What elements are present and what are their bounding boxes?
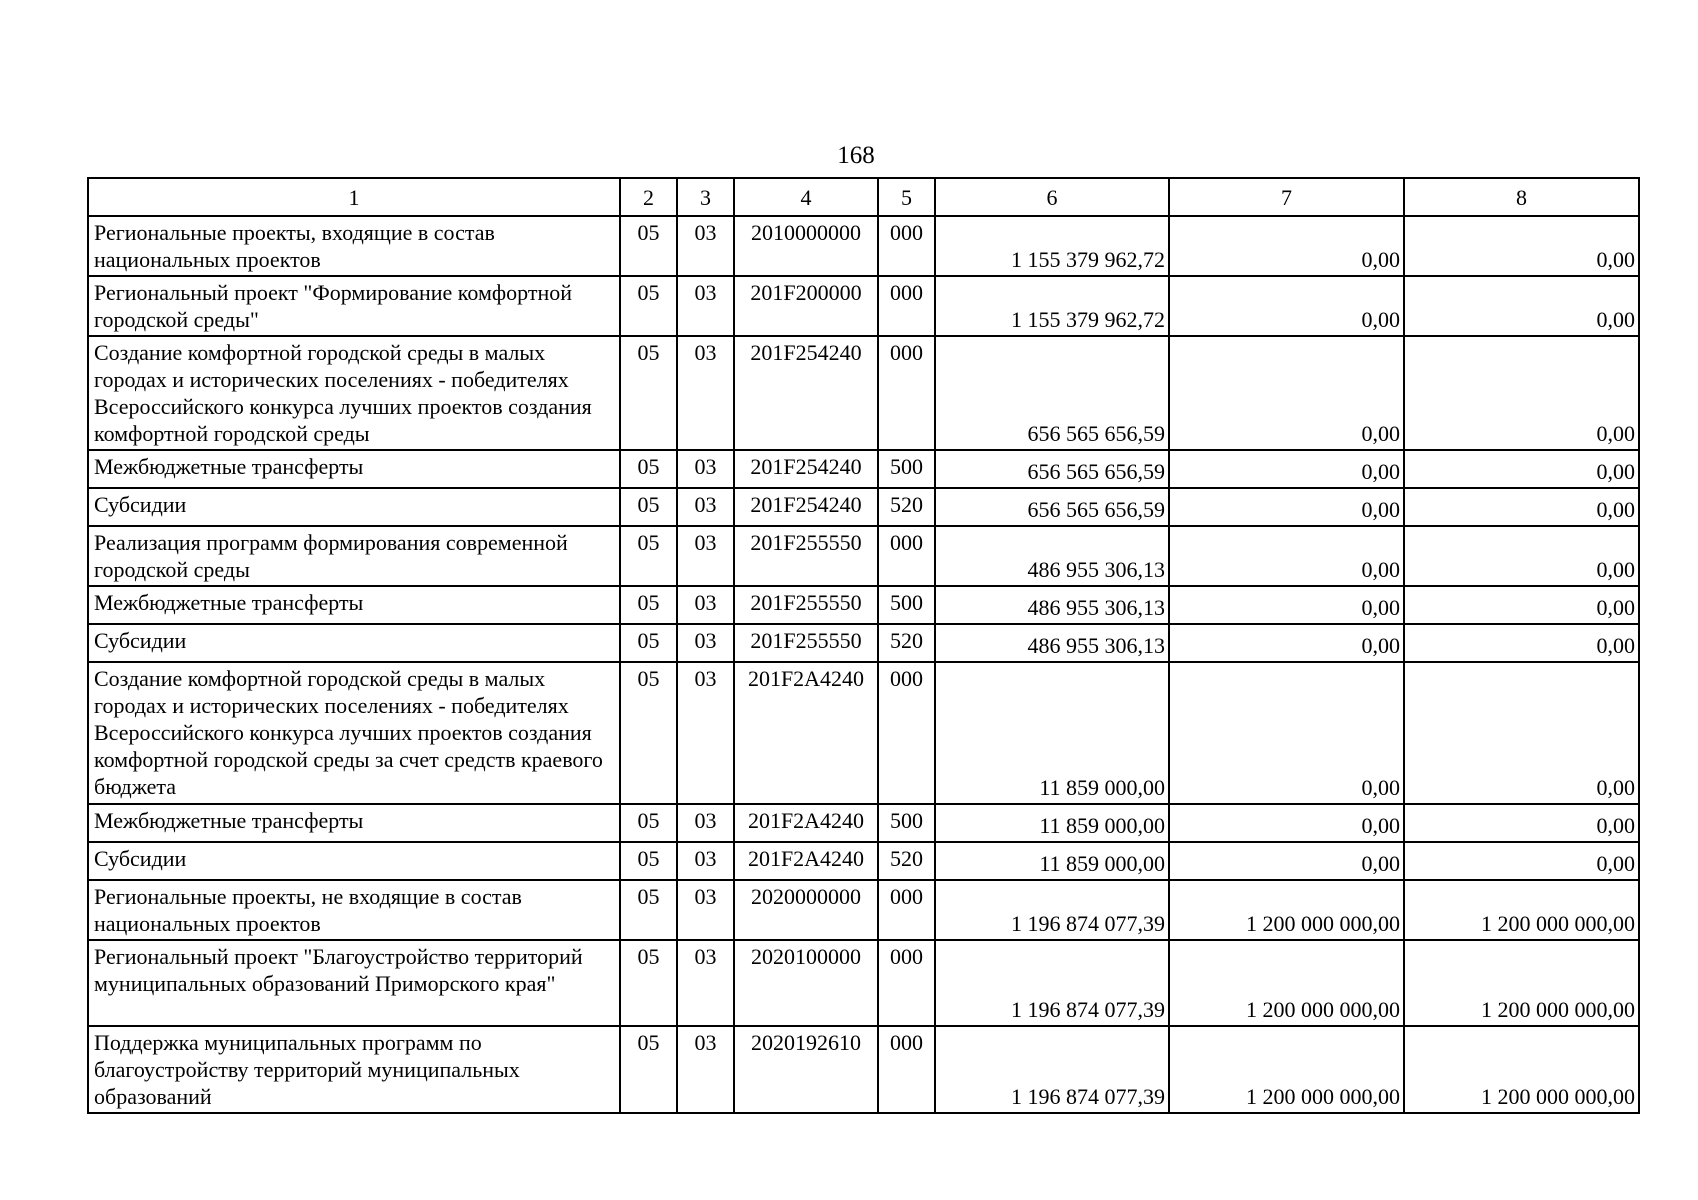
amount-col-8: 0,00 xyxy=(1404,526,1639,586)
table-row xyxy=(88,586,1639,624)
amount-col-7: 0,00 xyxy=(1169,624,1404,662)
amount-col-6: 656 565 656,59 xyxy=(935,450,1169,488)
amount-col-8: 0,00 xyxy=(1404,336,1639,450)
section-code: 05 xyxy=(620,488,677,526)
amount-col-8: 0,00 xyxy=(1404,586,1639,624)
section-code: 05 xyxy=(620,586,677,624)
section-code: 05 xyxy=(620,526,677,586)
amount-col-6: 1 155 379 962,72 xyxy=(935,216,1169,276)
amount-col-8: 0,00 xyxy=(1404,624,1639,662)
subsection-code: 03 xyxy=(677,586,734,624)
amount-col-6: 1 196 874 077,39 xyxy=(935,1026,1169,1113)
subsection-code: 03 xyxy=(677,880,734,940)
column-header: 6 xyxy=(935,178,1169,216)
item-name: Создание комфортной городской среды в малых городах и исторических поселениях - победителях Всероссийского конкурса лучших проектов создания комфортной городской среды за счет средств краевого бюджета xyxy=(88,662,620,804)
target-article-code: 2020192610 xyxy=(734,1026,878,1113)
column-header: 3 xyxy=(677,178,734,216)
section-code: 05 xyxy=(620,662,677,804)
section-code: 05 xyxy=(620,336,677,450)
table-header-row xyxy=(88,178,1639,216)
section-code: 05 xyxy=(620,940,677,1026)
subsection-code: 03 xyxy=(677,1026,734,1113)
item-name: Субсидии xyxy=(88,624,620,662)
expense-type-code: 520 xyxy=(878,624,935,662)
table-row xyxy=(88,216,1639,276)
target-article-code: 201F200000 xyxy=(734,276,878,336)
target-article-code: 201F254240 xyxy=(734,488,878,526)
target-article-code: 201F255550 xyxy=(734,526,878,586)
amount-col-6: 11 859 000,00 xyxy=(935,662,1169,804)
amount-col-6: 656 565 656,59 xyxy=(935,488,1169,526)
amount-col-6: 486 955 306,13 xyxy=(935,526,1169,586)
expense-type-code: 500 xyxy=(878,450,935,488)
item-name: Реализация программ формирования современной городской среды xyxy=(88,526,620,586)
expense-type-code: 500 xyxy=(878,586,935,624)
page-number: 168 xyxy=(837,142,875,169)
item-name: Региональные проекты, входящие в состав национальных проектов xyxy=(88,216,620,276)
subsection-code: 03 xyxy=(677,216,734,276)
subsection-code: 03 xyxy=(677,450,734,488)
expense-type-code: 000 xyxy=(878,336,935,450)
expense-type-code: 520 xyxy=(878,488,935,526)
amount-col-8: 0,00 xyxy=(1404,216,1639,276)
section-code: 05 xyxy=(620,842,677,880)
section-code: 05 xyxy=(620,624,677,662)
section-code: 05 xyxy=(620,216,677,276)
item-name: Субсидии xyxy=(88,842,620,880)
section-code: 05 xyxy=(620,276,677,336)
table-row xyxy=(88,1026,1639,1113)
item-name: Поддержка муниципальных программ по благоустройству территорий муниципальных образований xyxy=(88,1026,620,1113)
amount-col-8: 0,00 xyxy=(1404,488,1639,526)
section-code: 05 xyxy=(620,1026,677,1113)
item-name: Региональный проект "Благоустройство территорий муниципальных образований Приморского края" xyxy=(88,940,620,1026)
table-row xyxy=(88,662,1639,804)
table-row xyxy=(88,880,1639,940)
amount-col-8: 0,00 xyxy=(1404,662,1639,804)
target-article-code: 201F2A4240 xyxy=(734,662,878,804)
amount-col-8: 0,00 xyxy=(1404,450,1639,488)
amount-col-7: 1 200 000 000,00 xyxy=(1169,940,1404,1026)
column-header: 8 xyxy=(1404,178,1639,216)
amount-col-7: 0,00 xyxy=(1169,842,1404,880)
amount-col-8: 1 200 000 000,00 xyxy=(1404,940,1639,1026)
target-article-code: 2020100000 xyxy=(734,940,878,1026)
item-name: Субсидии xyxy=(88,488,620,526)
column-header: 1 xyxy=(88,178,620,216)
amount-col-7: 0,00 xyxy=(1169,526,1404,586)
section-code: 05 xyxy=(620,880,677,940)
budget-table xyxy=(87,177,1640,1114)
table-row xyxy=(88,842,1639,880)
amount-col-8: 1 200 000 000,00 xyxy=(1404,1026,1639,1113)
item-name: Создание комфортной городской среды в малых городах и исторических поселениях - победителях Всероссийского конкурса лучших проектов создания комфортной городской среды xyxy=(88,336,620,450)
table-row xyxy=(88,526,1639,586)
subsection-code: 03 xyxy=(677,488,734,526)
amount-col-7: 1 200 000 000,00 xyxy=(1169,1026,1404,1113)
item-name: Региональный проект "Формирование комфортной городской среды" xyxy=(88,276,620,336)
expense-type-code: 000 xyxy=(878,1026,935,1113)
subsection-code: 03 xyxy=(677,842,734,880)
target-article-code: 201F255550 xyxy=(734,586,878,624)
table-row xyxy=(88,804,1639,842)
amount-col-7: 0,00 xyxy=(1169,216,1404,276)
amount-col-6: 486 955 306,13 xyxy=(935,624,1169,662)
subsection-code: 03 xyxy=(677,336,734,450)
subsection-code: 03 xyxy=(677,526,734,586)
expense-type-code: 000 xyxy=(878,276,935,336)
subsection-code: 03 xyxy=(677,940,734,1026)
amount-col-7: 0,00 xyxy=(1169,586,1404,624)
table-row xyxy=(88,488,1639,526)
column-header: 4 xyxy=(734,178,878,216)
amount-col-7: 0,00 xyxy=(1169,450,1404,488)
item-name: Региональные проекты, не входящие в состав национальных проектов xyxy=(88,880,620,940)
table-row xyxy=(88,624,1639,662)
item-name: Межбюджетные трансферты xyxy=(88,586,620,624)
subsection-code: 03 xyxy=(677,662,734,804)
target-article-code: 201F254240 xyxy=(734,336,878,450)
amount-col-8: 0,00 xyxy=(1404,276,1639,336)
target-article-code: 201F255550 xyxy=(734,624,878,662)
amount-col-7: 0,00 xyxy=(1169,488,1404,526)
subsection-code: 03 xyxy=(677,804,734,842)
amount-col-6: 1 155 379 962,72 xyxy=(935,276,1169,336)
amount-col-6: 486 955 306,13 xyxy=(935,586,1169,624)
amount-col-7: 0,00 xyxy=(1169,662,1404,804)
expense-type-code: 000 xyxy=(878,526,935,586)
column-header: 2 xyxy=(620,178,677,216)
amount-col-6: 1 196 874 077,39 xyxy=(935,880,1169,940)
subsection-code: 03 xyxy=(677,624,734,662)
target-article-code: 2020000000 xyxy=(734,880,878,940)
amount-col-8: 0,00 xyxy=(1404,804,1639,842)
expense-type-code: 000 xyxy=(878,940,935,1026)
expense-type-code: 520 xyxy=(878,842,935,880)
target-article-code: 201F2A4240 xyxy=(734,842,878,880)
column-header: 7 xyxy=(1169,178,1404,216)
expense-type-code: 000 xyxy=(878,880,935,940)
subsection-code: 03 xyxy=(677,276,734,336)
table-row xyxy=(88,276,1639,336)
amount-col-8: 0,00 xyxy=(1404,842,1639,880)
amount-col-7: 1 200 000 000,00 xyxy=(1169,880,1404,940)
table-row xyxy=(88,450,1639,488)
amount-col-7: 0,00 xyxy=(1169,804,1404,842)
expense-type-code: 500 xyxy=(878,804,935,842)
target-article-code: 201F2A4240 xyxy=(734,804,878,842)
amount-col-6: 1 196 874 077,39 xyxy=(935,940,1169,1026)
target-article-code: 2010000000 xyxy=(734,216,878,276)
amount-col-6: 11 859 000,00 xyxy=(935,842,1169,880)
amount-col-7: 0,00 xyxy=(1169,276,1404,336)
table-row xyxy=(88,940,1639,1026)
expense-type-code: 000 xyxy=(878,216,935,276)
section-code: 05 xyxy=(620,804,677,842)
amount-col-6: 656 565 656,59 xyxy=(935,336,1169,450)
item-name: Межбюджетные трансферты xyxy=(88,450,620,488)
target-article-code: 201F254240 xyxy=(734,450,878,488)
column-header: 5 xyxy=(878,178,935,216)
table-row xyxy=(88,336,1639,450)
amount-col-7: 0,00 xyxy=(1169,336,1404,450)
amount-col-6: 11 859 000,00 xyxy=(935,804,1169,842)
item-name: Межбюджетные трансферты xyxy=(88,804,620,842)
amount-col-8: 1 200 000 000,00 xyxy=(1404,880,1639,940)
expense-type-code: 000 xyxy=(878,662,935,804)
section-code: 05 xyxy=(620,450,677,488)
